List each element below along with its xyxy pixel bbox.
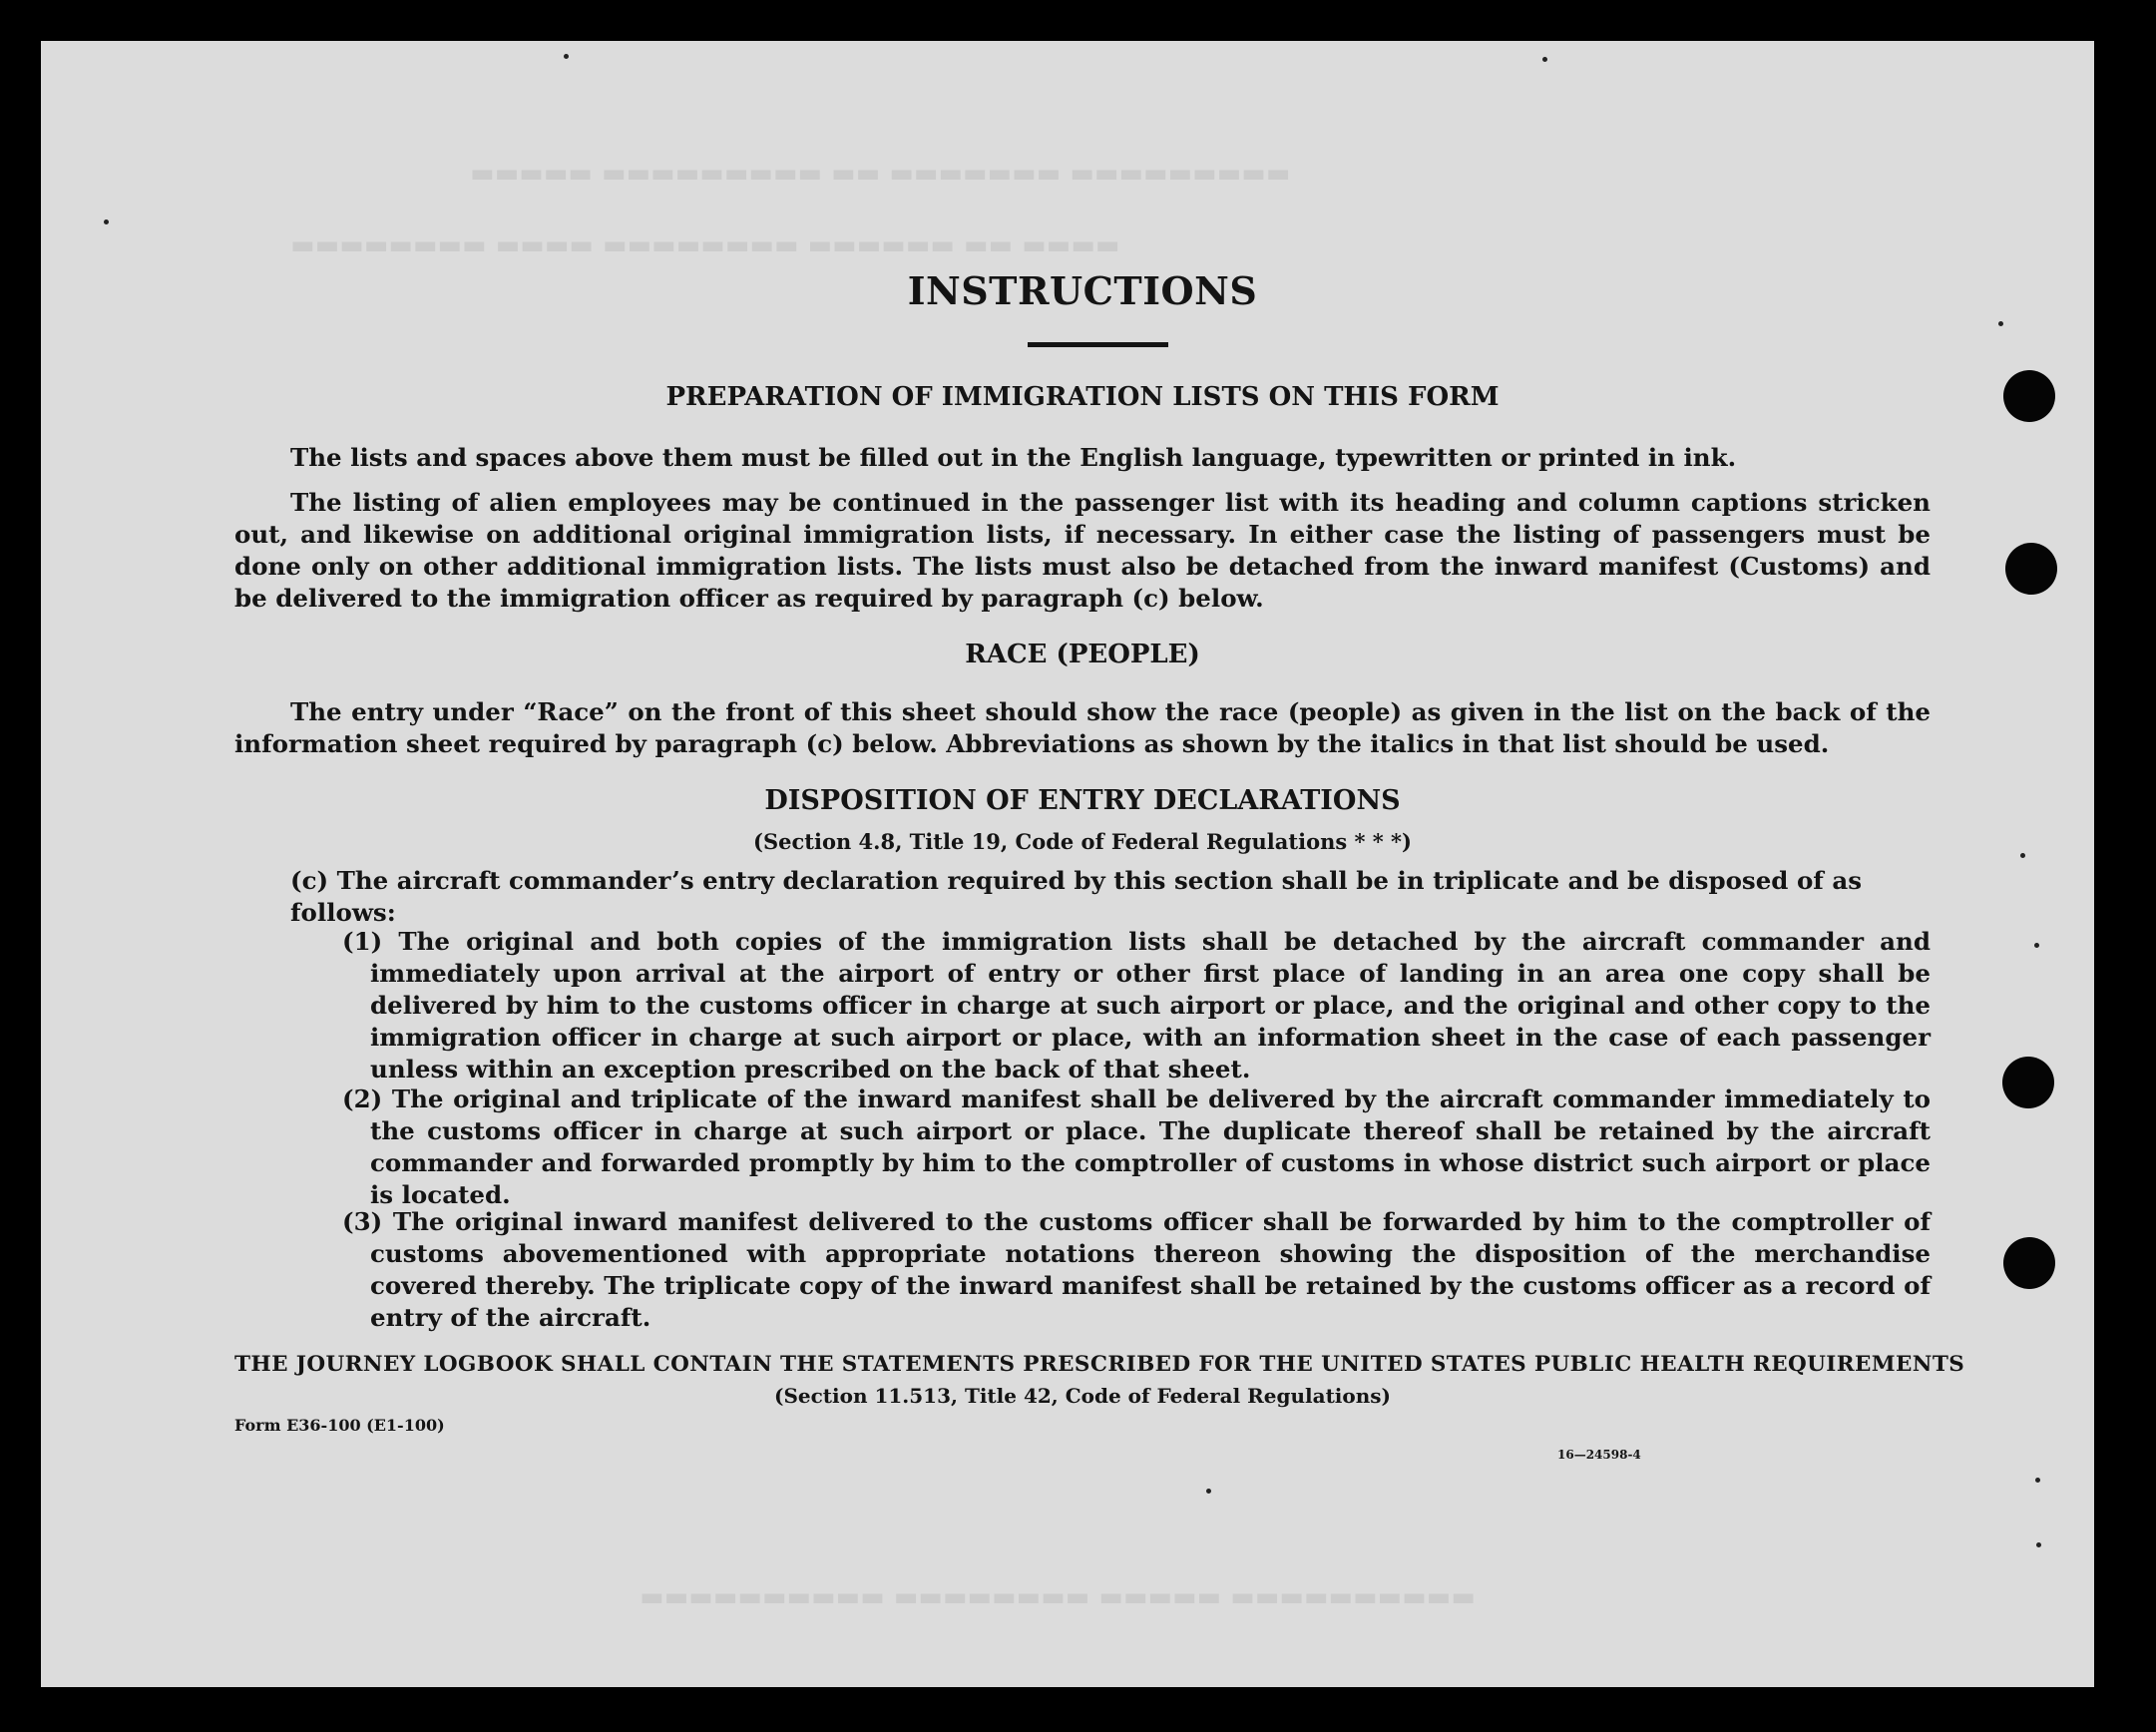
race-heading: RACE (PEOPLE) bbox=[965, 640, 1200, 669]
disposition-citation: (Section 4.8, Title 19, Code of Federal Regulations * * *) bbox=[753, 829, 1412, 854]
title-underline bbox=[1028, 342, 1168, 347]
binder-hole bbox=[2005, 543, 2057, 595]
journey-logbook-statement: THE JOURNEY LOGBOOK SHALL CONTAIN THE STATEMENTS PRESCRIBED FOR THE UNITED STATES PUBLIC HEALTH REQUIREMENTS bbox=[234, 1352, 1965, 1377]
speck bbox=[2036, 1542, 2041, 1547]
binder-hole bbox=[2003, 1237, 2055, 1289]
speck bbox=[2020, 853, 2025, 858]
preparation-paragraph-1: The lists and spaces above them must be filled out in the English language, typewritten or printed in ink. bbox=[290, 443, 1737, 472]
bleed-through-text: ▬▬▬▬▬▬▬▬ ▬▬▬▬ ▬▬▬▬▬▬▬▬ ▬▬▬▬▬▬ ▬▬ ▬▬▬▬ bbox=[290, 230, 1120, 260]
speck bbox=[1206, 1489, 1211, 1494]
speck bbox=[2034, 943, 2039, 948]
speck bbox=[2035, 1478, 2040, 1483]
disposition-item-1: (1) The original and both copies of the immigration lists shall be detached by the aircraft commander and immediately upon arrival at the airport of entry or other first place of landing in an area one copy shall be delivered by him to the customs officer in charge at such airport or place, and the original and other copy to the immigration officer in charge at such airport or place, with an information sheet in the case of each passenger unless within an exception prescribed on the back of that sheet. bbox=[342, 927, 1931, 1083]
page-title: INSTRUCTIONS bbox=[907, 268, 1258, 313]
print-code: 16—24598-4 bbox=[1557, 1448, 1641, 1462]
disposition-item-2: (2) The original and triplicate of the inward manifest shall be delivered by the aircraft commander immediately to the customs officer in charge at such airport or place. The duplicate thereof shall be retained by the aircraft commander and forwarded promptly by him to the comptroller of customs in whose district such airport or place is located. bbox=[342, 1084, 1931, 1209]
disposition-heading: DISPOSITION OF ENTRY DECLARATIONS bbox=[764, 785, 1401, 816]
bleed-through-text: ▬▬▬▬▬ ▬▬▬▬▬▬▬▬▬ ▬▬ ▬▬▬▬▬▬▬ ▬▬▬▬▬▬▬▬▬ bbox=[470, 159, 1291, 189]
preparation-heading: PREPARATION OF IMMIGRATION LISTS ON THIS FORM bbox=[665, 382, 1500, 412]
preparation-paragraph-2: The listing of alien employees may be continued in the passenger list with its heading and column captions stricken out, and likewise on additional original immigration lists, if necessary. In either case the listing of passengers must be done only on other additional immigration lists. The lists must also be detached from the inward manifest (Customs) and be delivered to the immigration officer as required by paragraph (c) below. bbox=[234, 488, 1931, 613]
speck bbox=[104, 219, 109, 224]
race-paragraph: The entry under “Race” on the front of this sheet should show the race (people) as given in the list on the back of the information sheet required by paragraph (c) below. Abbreviations as shown by the italics in that list should be used. bbox=[234, 697, 1931, 758]
footer-citation: (Section 11.513, Title 42, Code of Federal Regulations) bbox=[773, 1384, 1392, 1408]
speck bbox=[1998, 321, 2003, 326]
speck bbox=[1542, 57, 1547, 62]
document-page bbox=[41, 41, 2094, 1687]
binder-hole bbox=[2002, 1057, 2054, 1108]
speck bbox=[564, 54, 569, 59]
bleed-through-text: ▬▬▬▬▬▬▬▬▬▬ ▬▬▬▬▬▬▬▬ ▬▬▬▬▬ ▬▬▬▬▬▬▬▬▬▬ bbox=[640, 1582, 1476, 1612]
disposition-item-3: (3) The original inward manifest delivered to the customs officer shall be forwarded by him to the comptroller of customs abovementioned with appropriate notations thereon showing the disposition of the merchandise covered thereby. The triplicate copy of the inward manifest shall be retained by the customs officer as a record of entry of the aircraft. bbox=[342, 1207, 1931, 1332]
binder-hole bbox=[2003, 370, 2055, 422]
paragraph-c: (c) The aircraft commander’s entry declaration required by this section shall be in triplicate and be disposed of as follows: bbox=[290, 866, 1863, 927]
form-number: Form E36-100 (E1-100) bbox=[234, 1416, 445, 1435]
